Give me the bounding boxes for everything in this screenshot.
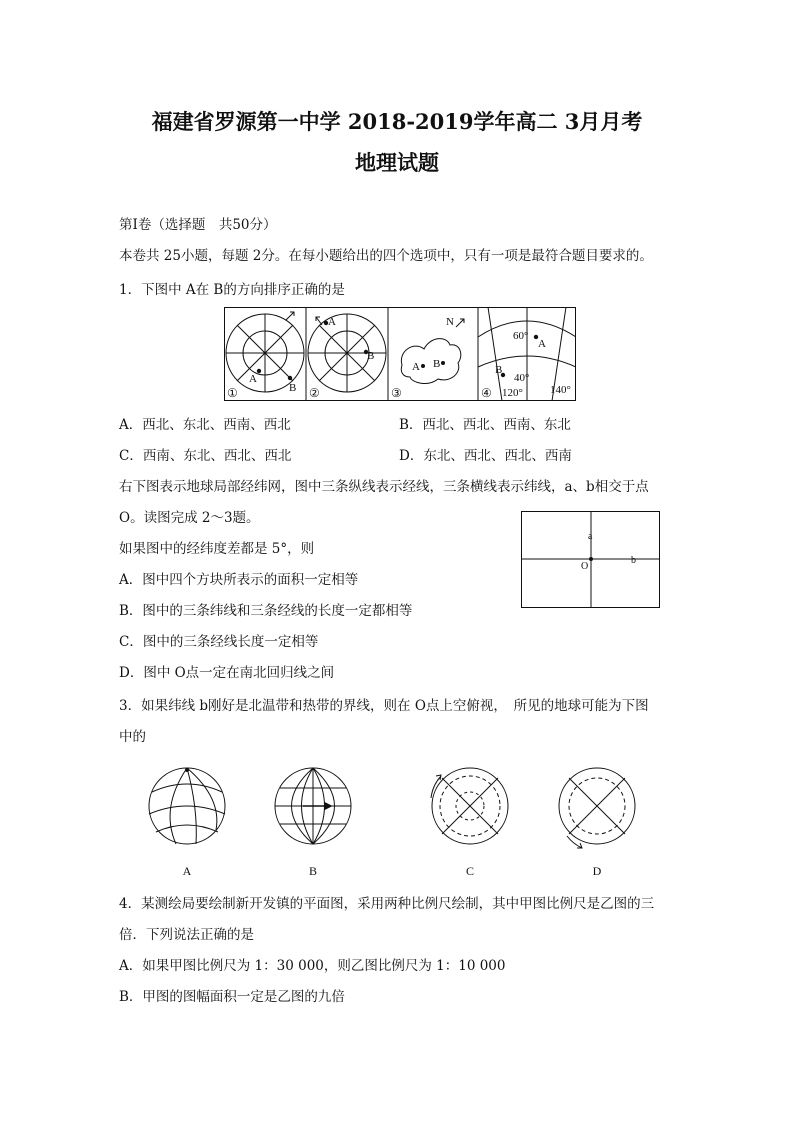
q1-direction-figure bbox=[224, 307, 576, 401]
q2-option-b: B．图中的三条纬线和三条经线的长度一定都相等 bbox=[119, 603, 413, 619]
globe-a bbox=[149, 768, 225, 844]
panel-4-label-a: A bbox=[538, 338, 546, 350]
panel-3-island-outline bbox=[401, 339, 461, 384]
panel-3-point-b bbox=[441, 361, 445, 365]
q3-stem-line1: 3．如果纬线 b刚好是北温带和热带的界线，则在 O点上空俯视， 所见的地球可能为下图 bbox=[119, 698, 649, 714]
panel-4-label-b: B bbox=[495, 364, 503, 376]
exam-title: 福建省罗源第一中学 2018-2019学年高二 3月月考 bbox=[151, 109, 643, 134]
panel-4-lon-140: 140° bbox=[550, 384, 571, 396]
panel-3-label-b: B bbox=[433, 358, 441, 370]
q1-option-a: A．西北、东北、西南、西北 bbox=[119, 417, 291, 433]
q2-stem: 如果图中的经纬度差都是 5°，则 bbox=[119, 541, 315, 557]
panel-3-label-a: A bbox=[412, 361, 420, 373]
exam-subtitle: 地理试题 bbox=[355, 150, 439, 175]
panel-1-polar-view bbox=[226, 314, 304, 392]
globe-c-rotation-arrow-icon bbox=[431, 775, 441, 798]
panel-1-number: ① bbox=[227, 386, 238, 400]
panel-3-north-label: N bbox=[446, 316, 454, 328]
globe-c bbox=[432, 768, 508, 844]
q2-option-d: D．图中 O点一定在南北回归线之间 bbox=[119, 665, 335, 681]
panel-2-label-a: A bbox=[328, 316, 336, 328]
globe-label-a: A bbox=[182, 864, 192, 878]
q3-globes-figure bbox=[140, 758, 660, 858]
q1-stem: 1．下图中 A在 B的方向排序正确的是 bbox=[119, 282, 345, 298]
q2-option-c: C．图中的三条经线长度一定相等 bbox=[119, 634, 319, 650]
panel-2-number: ② bbox=[309, 386, 320, 400]
q4-option-a: A．如果甲图比例尺为 1：30 000，则乙图比例尺为 1：10 000 bbox=[119, 958, 506, 974]
section-instructions: 本卷共 25小题，每题 2分。在每小题给出的四个选项中，只有一项是最符合题目要求的。 bbox=[119, 248, 653, 264]
q1-option-b: B．西北、西北、西南、东北 bbox=[399, 417, 571, 433]
q2-intro-line2: O。读图完成 2～3题。 bbox=[119, 510, 260, 526]
globe-label-d: D bbox=[592, 864, 602, 878]
panel-4-lon-120: 120° bbox=[502, 387, 523, 399]
section-heading: 第Ⅰ卷（选择题 共50分） bbox=[119, 217, 277, 233]
q2-intro-line1: 右下图表示地球局部经纬网，图中三条纵线表示经线，三条横线表示纬线，a、b相交于点 bbox=[119, 479, 649, 495]
panel-1-rotation-arrow-icon bbox=[286, 312, 294, 320]
panel-1-point-b bbox=[288, 376, 292, 380]
point-o bbox=[589, 557, 593, 561]
panel-1-point-a bbox=[257, 369, 261, 373]
panel-4-lat-40: 40° bbox=[514, 372, 530, 384]
globe-b-rotation-arrow-icon bbox=[303, 803, 331, 809]
globe-d-rotation-arrow-icon bbox=[567, 836, 582, 848]
q4-stem-line1: 4．某测绘局要绘制新开发镇的平面图，采用两种比例尺绘制，其中甲图比例尺是乙图的三 bbox=[119, 896, 655, 912]
label-a: a bbox=[588, 531, 593, 542]
globe-label-c: C bbox=[465, 864, 474, 878]
globe-d bbox=[559, 768, 635, 844]
panel-2-label-b: B bbox=[367, 350, 375, 362]
panel-4-lat-60: 60° bbox=[513, 330, 529, 342]
q4-option-b: B．甲图的图幅面积一定是乙图的九倍 bbox=[119, 989, 345, 1005]
north-arrow-icon bbox=[456, 319, 464, 327]
q3-stem-line2: 中的 bbox=[119, 729, 146, 745]
globe-label-b: B bbox=[308, 864, 317, 878]
panel-2-rotation-arrow-icon bbox=[316, 317, 322, 325]
q2-graticule-figure bbox=[521, 511, 661, 609]
label-b: b bbox=[631, 555, 636, 566]
q2-option-a: A．图中四个方块所表示的面积一定相等 bbox=[119, 572, 359, 588]
panel-4-number: ④ bbox=[481, 386, 492, 400]
panel-3-point-a bbox=[421, 364, 425, 368]
panel-1-label-b: B bbox=[289, 382, 297, 394]
q4-stem-line2: 倍．下列说法正确的是 bbox=[119, 927, 254, 943]
q1-option-d: D．东北、西北、西北、西南 bbox=[399, 448, 572, 464]
label-o: O bbox=[581, 561, 589, 572]
panel-3-number: ③ bbox=[391, 386, 402, 400]
q1-option-c: C．西南、东北、西北、西北 bbox=[119, 448, 292, 464]
panel-1-label-a: A bbox=[249, 373, 257, 385]
